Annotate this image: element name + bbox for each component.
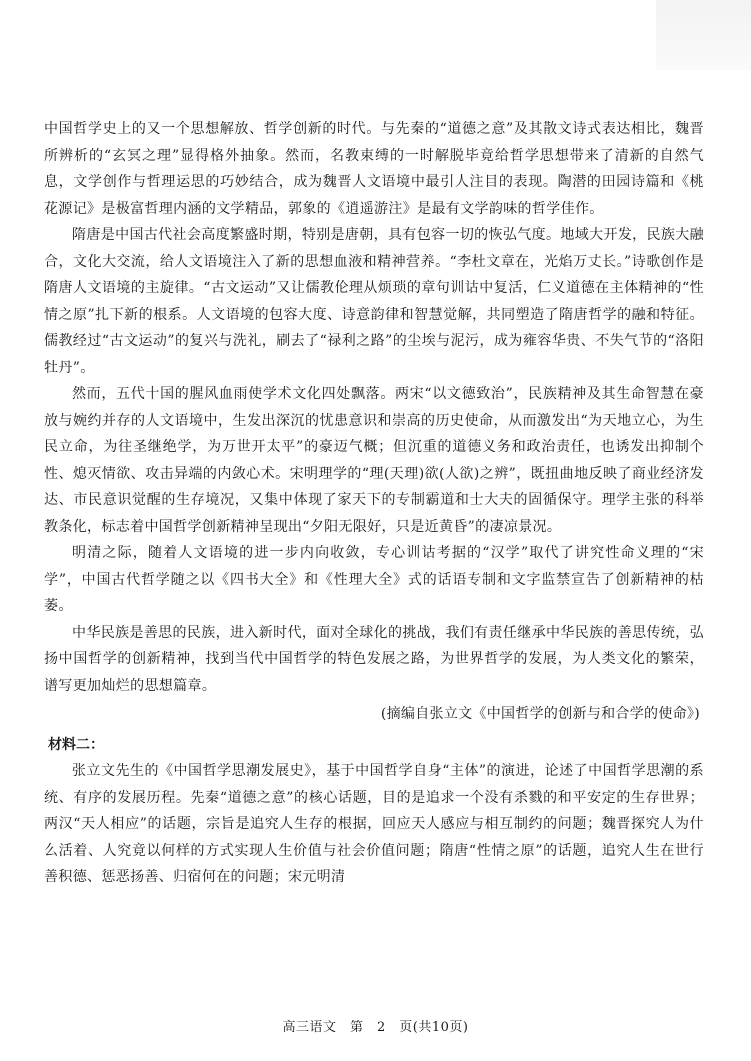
source-citation: (摘编自张立文《中国哲学的创新与和合学的使命》) bbox=[380, 706, 700, 722]
paragraph-3: 然而，五代十国的腥风血雨使学术文化四处飘落。两宋“以文德致治”，民族精神及其生命智慧在豪放与婉约并存的人文语境中，生发出深沉的忧患意识和崇高的历史使命，从而激发出“为天地立心，为生民立命，为往圣继绝学，为万世开太平”的豪迈气概；但沉重的道德义务和政治责任，也诱发出抑制个性、熄灭情欲、攻击异端的内敛心术。宋明理学的“理(天理)欲(人欲)之辨”，既扭曲地反映了商业经济发达、市民意识觉醒的生存境况，又集中体现了家天下的专制霸道和士大夫的固循保守。理学主张的科举教条化，标志着中国哲学创新精神呈现出“夕阳无限好，只是近黄昏”的凄凉景况。 bbox=[44, 386, 704, 535]
paragraph-1: 中国哲学史上的又一个思想解放、哲学创新的时代。与先秦的“道德之意”及其散文诗式表达相比，魏晋所辨析的“玄冥之理”显得格外抽象。然而，名教束缚的一时解脱毕竟给哲学思想带来了清新的自然气息，文学创作与哲理运思的巧妙结合，成为魏晋人文语境中最引人注目的表现。陶潜的田园诗篇和《桃花源记》是极富哲理内涵的文学精品，郭象的《逍遥游注》是最有文学韵味的哲学佳作。 bbox=[44, 121, 704, 217]
article-body bbox=[44, 116, 704, 891]
material-two-label: 材料二： bbox=[48, 736, 104, 753]
paragraph-5: 中华民族是善思的民族，进入新时代，面对全球化的挑战，我们有责任继承中华民族的善思传统，弘扬中国哲学的创新精神，找到当代中国哲学的特色发展之路，为世界哲学的发展，为人类文化的繁荣，谱写更加灿烂的思想篇章。 bbox=[44, 624, 704, 694]
paragraph-4: 明清之际，随着人文语境的进一步内向收敛，专心训诂考据的“汉学”取代了讲究性命义理的“宋学”，中国古代哲学随之以《四书大全》和《性理大全》式的话语专制和文字监禁宣告了创新精神的枯萎。 bbox=[44, 545, 704, 614]
material-two-paragraph-1: 张立文先生的《中国哲学思潮发展史》，基于中国哲学自身“主体”的演进，论述了中国哲学思潮的系统、有序的发展历程。先秦“道德之意”的核心话题，目的是追求一个没有杀戮的和平安定的生存世界；两汉“天人相应”的话题，宗旨是追究人生存的根据，回应天人感应与相互制约的问题；魏晋探究人为什么活着、人究竟以何样的方式实现人生价值与社会价值问题；隋唐“性情之原”的话题，追究人生在世行善积德、惩恶扬善、归宿何在的问题；宋元明清 bbox=[44, 763, 704, 885]
scan-corner-shade bbox=[656, 0, 751, 70]
page-footer: 高三语文 第 2 页(共10页) bbox=[282, 1020, 469, 1035]
paragraph-2: 隋唐是中国古代社会高度繁盛时期，特别是唐朝，具有包容一切的恢弘气度。地域大开发，民族大融合，文化大交流，给人文语境注入了新的思想血液和精神营养。“李杜文章在，光焰万丈长。”诗歌创作是隋唐人文语境的主旋律。“古文运动”又让儒教伦理从烦琐的章句训诂中复活，仁义道德在主体精神的“性情之原”扎下新的根系。人文语境的包容大度、诗意韵律和智慧觉解，共同塑造了隋唐哲学的融和特征。儒教经过“古文运动”的复兴与洗礼，刷去了“禄利之路”的尘埃与泥污，成为雍容华贵、不失气节的“洛阳牡丹”。 bbox=[44, 227, 704, 376]
